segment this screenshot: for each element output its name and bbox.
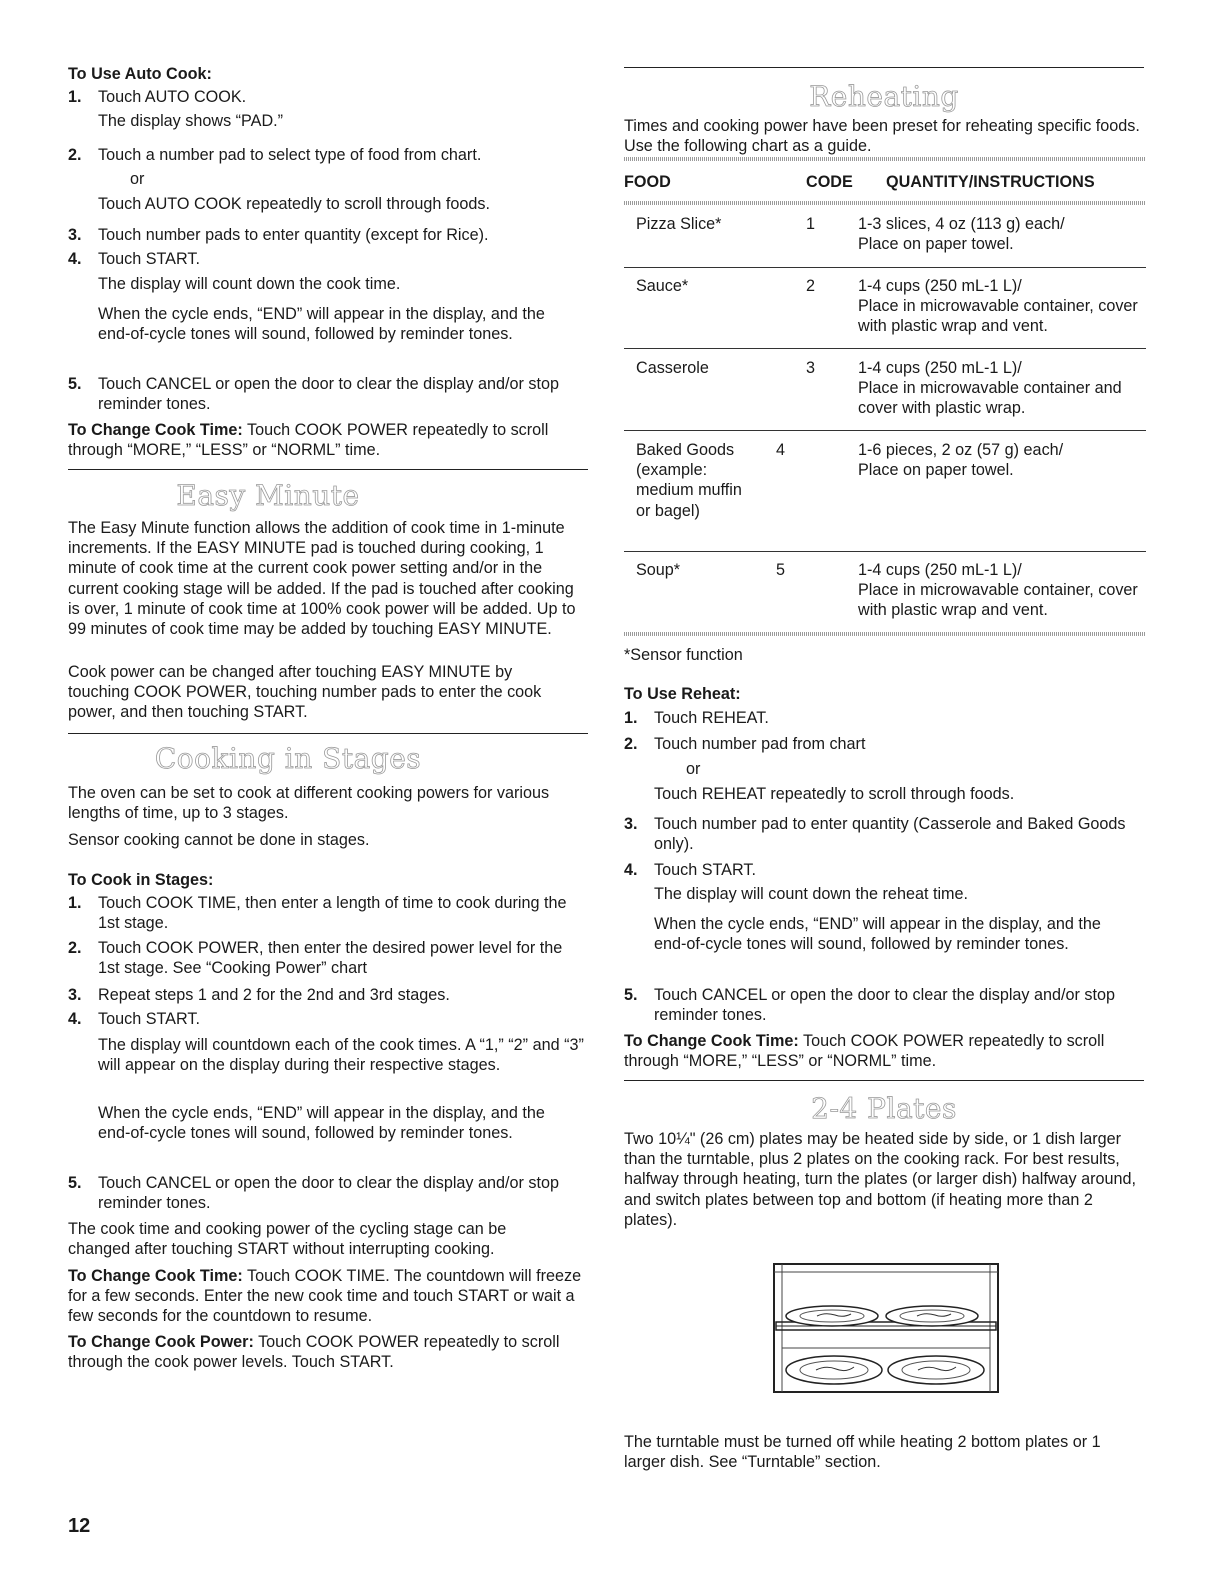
cell-code: 4 xyxy=(776,441,786,459)
table-top-rule xyxy=(624,157,1146,161)
plates-title: 2-4 Plates xyxy=(811,1092,957,1125)
table-row xyxy=(624,440,1146,550)
row-rule xyxy=(624,430,1146,431)
cell-instructions: Place on paper towel. xyxy=(858,461,1014,479)
cell-code: 2 xyxy=(806,277,816,295)
stages-para-3: The cook time and cooking power of the cycling stage can be changed after touching START without interrupting cooking. xyxy=(68,1220,507,1259)
header-quantity: QUANTITY/INSTRUCTIONS xyxy=(886,173,1095,191)
cell-code: 5 xyxy=(776,561,786,579)
table-bottom-rule xyxy=(624,632,1146,636)
cell-code: 3 xyxy=(806,359,816,377)
cell-quantity: 1-3 slices, 4 oz (113 g) each/ xyxy=(858,215,1065,233)
cell-food: Baked Goods (example: medium muffin or bagel) xyxy=(636,441,742,520)
auto-cook-change-time: To Change Cook Time: Touch COOK POWER repeatedly to scroll through “MORE,” “LESS” or “NORML” time. xyxy=(68,421,549,460)
stages-step-4-note2: When the cycle ends, “END” will appear in the display, and the end-of-cycle tones will sound, followed by reminder tones. xyxy=(98,1104,545,1143)
auto-cook-step-4-note2: When the cycle ends, “END” will appear in the display, and the end-of-cycle tones will sound, followed by reminder tones. xyxy=(98,305,545,344)
reheating-intro: Times and cooking power have been preset for reheating specific foods. Use the following chart as a guide. xyxy=(624,117,1140,156)
stages-para-1: The oven can be set to cook at different cooking powers for various lengths of time, up to 3 stages. xyxy=(68,784,550,823)
cell-code: 1 xyxy=(806,215,816,233)
divider xyxy=(68,469,588,470)
cell-instructions: Place in microwavable container, cover with plastic wrap and vent. xyxy=(858,297,1138,336)
header-rule xyxy=(624,201,1146,205)
divider xyxy=(68,733,588,734)
cell-instructions: Place in microwavable container, cover with plastic wrap and vent. xyxy=(858,581,1138,620)
reheat-step-4-note1: The display will count down the reheat time. xyxy=(654,885,969,903)
table-row xyxy=(624,358,1146,422)
stages-change-time: To Change Cook Time: Touch COOK TIME. The countdown will freeze for a few seconds. Enter the new cook time and touch START or wait a few seconds for the countdown to resume. xyxy=(68,1267,582,1326)
easy-minute-para-1: The Easy Minute function allows the addition of cook time in 1-minute increments. If the EASY MINUTE pad is touched during cooking, 1 minute of cook time at the current cook power setting and/or in the current cooking stage will be added. If the pad is touched after cooking is over, 1 minute of cook time at 100% cook power will be added. Up to 99 minutes of cook time may be added by touching EASY MINUTE. xyxy=(68,519,576,639)
auto-cook-step-2-alt: Touch AUTO COOK repeatedly to scroll through foods. xyxy=(98,195,490,213)
reheat-step-4-note2: When the cycle ends, “END” will appear in the display, and the end-of-cycle tones will sound, followed by reminder tones. xyxy=(654,915,1101,954)
cell-quantity: 1-4 cups (250 mL-1 L)/ xyxy=(858,561,1022,579)
cell-food: Pizza Slice* xyxy=(636,215,722,233)
auto-cook-heading: To Use Auto Cook: xyxy=(68,65,212,83)
cooking-in-stages-title: Cooking in Stages xyxy=(154,742,422,775)
sensor-footnote: *Sensor function xyxy=(624,646,743,664)
cell-instructions: Place in microwavable container and cover with plastic wrap. xyxy=(858,379,1122,418)
cell-quantity: 1-4 cups (250 mL-1 L)/ xyxy=(858,277,1022,295)
table-header-row xyxy=(624,173,1146,195)
plates-para-1: Two 10¼" (26 cm) plates may be heated side by side, or 1 dish larger than the turntable, plus 2 plates on the cooking rack. For best results, halfway through heating, turn the plates (or larger dish) halfway around, and switch plates between top and bottom (if heating more than 2 plates). xyxy=(624,1130,1137,1229)
cell-food: Casserole xyxy=(636,359,709,377)
easy-minute-title: Easy Minute xyxy=(176,479,360,512)
cook-in-stages-heading: To Cook in Stages: xyxy=(68,871,214,889)
reheat-change-time: To Change Cook Time: Touch COOK POWER repeatedly to scroll through “MORE,” “LESS” or “NORML” time. xyxy=(624,1032,1105,1071)
reheating-title: Reheating xyxy=(809,80,959,113)
header-food: FOOD xyxy=(624,173,671,191)
cell-quantity: 1-6 pieces, 2 oz (57 g) each/ xyxy=(858,441,1064,459)
divider xyxy=(624,1080,1144,1081)
table-row xyxy=(624,214,1146,264)
reheat-step-2-alt: Touch REHEAT repeatedly to scroll through foods. xyxy=(654,785,1015,803)
auto-cook-step-1-note: The display shows “PAD.” xyxy=(98,112,284,130)
cell-quantity: 1-4 cups (250 mL-1 L)/ xyxy=(858,359,1022,377)
stages-step-4-note1: The display will countdown each of the cook times. A “1,” “2” and “3” will appear on the display during their respective stages. xyxy=(98,1036,584,1075)
easy-minute-para-2: Cook power can be changed after touching EASY MINUTE by touching COOK POWER, touching number pads to enter the cook power, and then touching START. xyxy=(68,663,542,722)
stages-change-power: To Change Cook Power: Touch COOK POWER repeatedly to scroll through the cook power levels. Touch START. xyxy=(68,1333,560,1372)
cell-instructions: Place on paper towel. xyxy=(858,235,1014,253)
microwave-plates-illustration xyxy=(772,1262,1000,1394)
row-rule xyxy=(624,551,1146,552)
reheat-heading: To Use Reheat: xyxy=(624,685,741,703)
divider xyxy=(624,67,1144,68)
stages-para-2: Sensor cooking cannot be done in stages. xyxy=(68,831,370,849)
cell-food: Soup* xyxy=(636,561,681,579)
reheat-step-2-or: or xyxy=(686,760,701,778)
auto-cook-step-4-note1: The display will count down the cook time. xyxy=(98,275,401,293)
row-rule xyxy=(624,267,1146,268)
header-code: CODE xyxy=(806,173,853,191)
table-row xyxy=(624,560,1146,624)
table-row xyxy=(624,276,1146,340)
page-number: 12 xyxy=(68,1515,91,1537)
auto-cook-step-2-or: or xyxy=(130,170,145,188)
plates-para-2: The turntable must be turned off while heating 2 bottom plates or 1 larger dish. See “Turntable” section. xyxy=(624,1433,1101,1472)
cell-food: Sauce* xyxy=(636,277,689,295)
reheat-table xyxy=(624,157,1146,642)
row-rule xyxy=(624,348,1146,349)
